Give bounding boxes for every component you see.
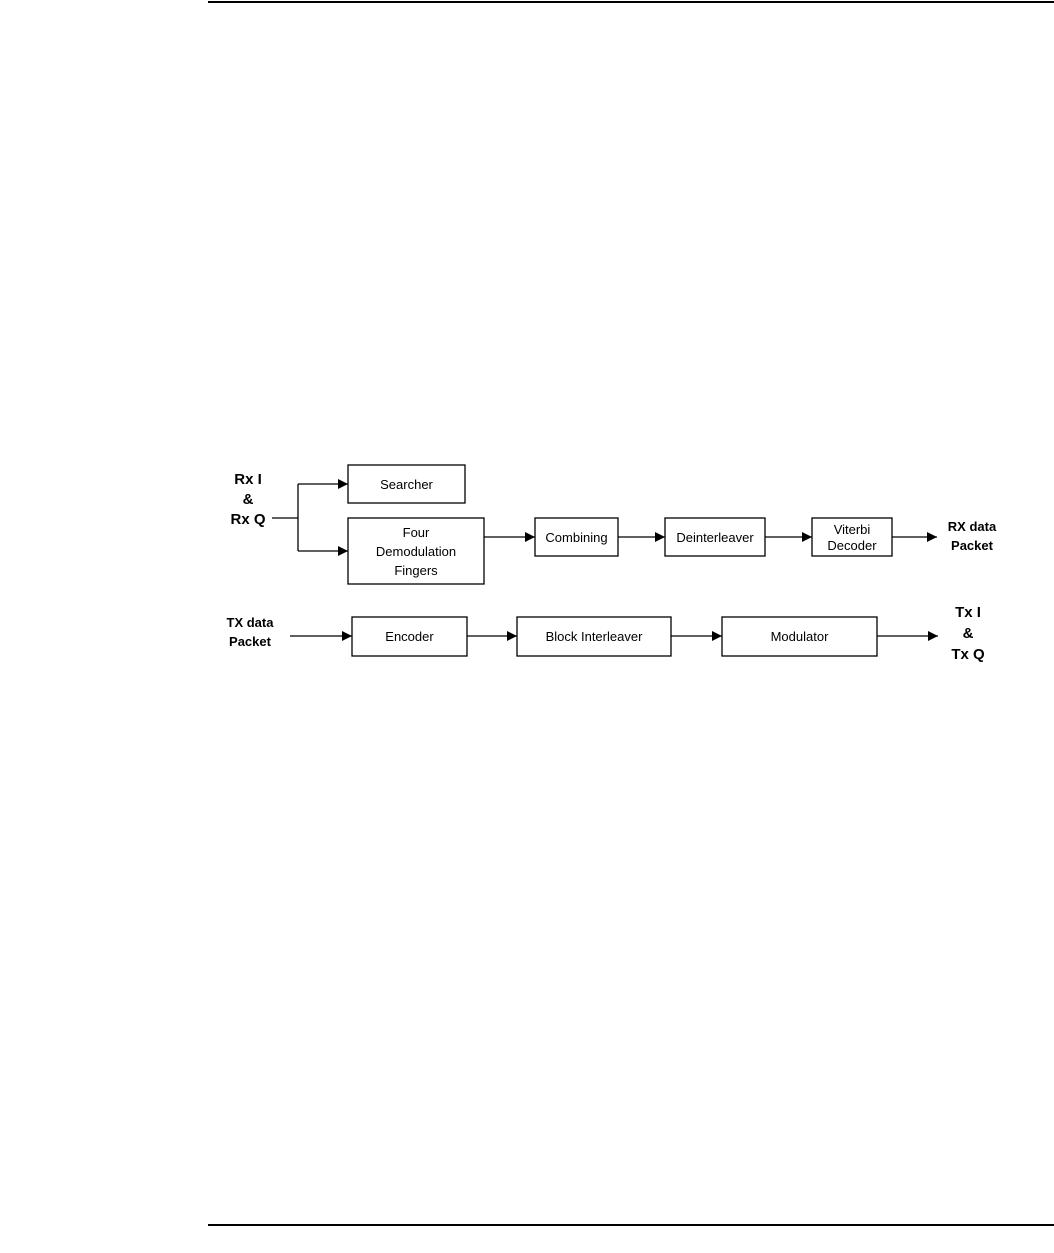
combining-block — [535, 518, 618, 556]
rx-input-line-3: Rx Q — [230, 511, 266, 528]
block-interleaver-block — [517, 617, 671, 656]
deinterleaver-block — [665, 518, 765, 556]
searcher-block — [348, 465, 465, 503]
rx-output-line-1: RX data — [947, 519, 997, 534]
fingers-label-line-2: Demodulation — [375, 544, 457, 559]
rx-input-label — [230, 471, 265, 528]
rx-output-line-2: Packet — [951, 538, 993, 553]
viterbi-label-line-2: Decoder — [827, 538, 877, 553]
tx-input-line-1: TX data — [226, 615, 274, 630]
tx-input-line-2: Packet — [229, 634, 271, 649]
tx-output-line-2: & — [962, 625, 974, 642]
tx-input-label — [227, 615, 275, 649]
demodulation-fingers-block — [348, 518, 484, 584]
viterbi-label-line-1: Viterbi — [833, 522, 871, 537]
combining-label: Combining — [545, 530, 608, 545]
viterbi-decoder-block — [812, 518, 892, 556]
rx-input-line-2: & — [242, 491, 254, 508]
encoder-block — [352, 617, 467, 656]
fingers-label-line-1: Four — [402, 525, 430, 540]
tx-output-line-1: Tx I — [955, 604, 981, 621]
deinterleaver-label: Deinterleaver — [676, 530, 754, 545]
tx-output-label — [951, 604, 985, 663]
encoder-label: Encoder — [385, 629, 434, 644]
fingers-label-line-3: Fingers — [394, 563, 438, 578]
modulator-label: Modulator — [770, 629, 829, 644]
rx-output-label — [948, 519, 997, 553]
rx-input-line-1: Rx I — [234, 471, 262, 488]
block-interleaver-label: Block Interleaver — [545, 629, 643, 644]
searcher-label: Searcher — [380, 477, 433, 492]
modulator-block — [722, 617, 877, 656]
tx-output-line-3: Tx Q — [951, 646, 985, 663]
